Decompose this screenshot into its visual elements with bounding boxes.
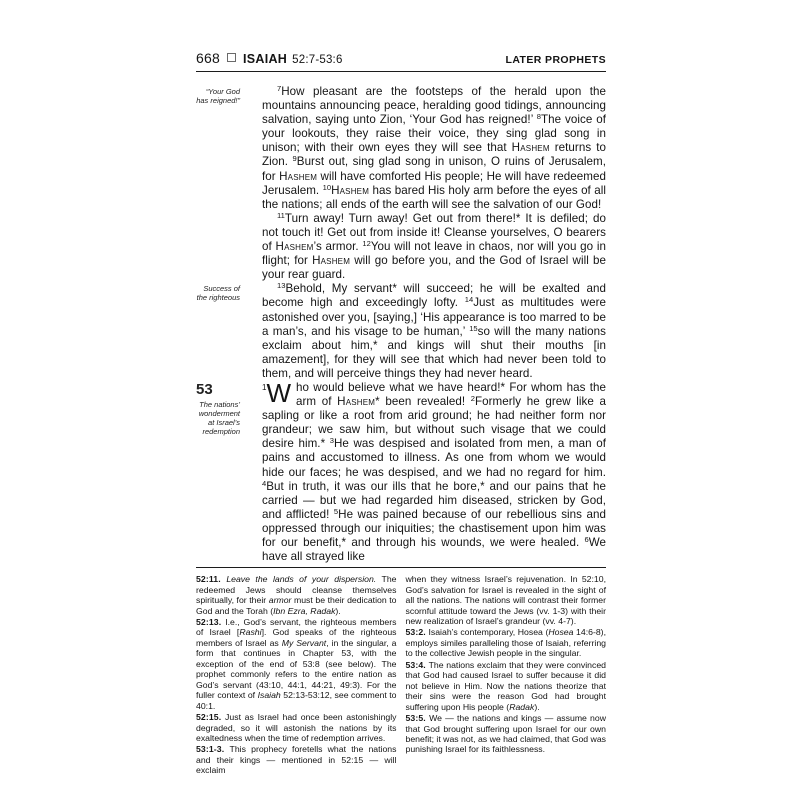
commentary-column-right [406,574,607,777]
commentary-entry [406,660,607,712]
verse-text-block [196,72,606,564]
commentary-text: Leave the lands of your dispersion. The redeemed Jews should cleanse themselves spiritually, for their armor must be their dedication to God and the Torah (Ibn Ezra, Radak). [196,574,397,616]
commentary-verse-ref: 53:4. [405,659,429,670]
margin-note-cell [196,282,240,302]
section-title: LATER PROPHETS [505,54,606,66]
chapter-number: 53 [196,380,213,398]
margin-note-cell [196,212,240,214]
verse-paragraph-group [196,212,606,282]
commentary-block [196,568,606,777]
margin-note-cell [196,381,240,436]
verse-paragraph-group [196,85,606,212]
commentary-entry [406,574,607,626]
commentary-entry [196,617,397,711]
header-left [196,50,343,66]
verse-paragraph: $^1$W ho would believe what we have heard!* For whom has the arm of Hashem* been revealed! $^2$Formerly he grew like a sapling or like a root from arid ground; he had neither form nor grandeur; we saw him, but without such visage that we could desire him.* $^3$He was despised and isolated from men, a man of pains and accustomed to illness. As one from whom we would hide our faces; he was despised, and we had no regard for him. $^4$But in truth, it was our ills that he bore,* and our pains that he carried — but we had regarded him diseased, stricken by God, and afflicted! $^5$He was pained because of our rebellious sins and oppressed through our iniquities; the chastisement upon him was for our benefit,* and through his wounds, we were healed. $^6$We have all strayed like [262,377,606,564]
commentary-text: The nations exclaim that they were convinced that God had caused Israel to suffer because it did not believe in Him. Now the nations theorize that their sins were the reason God had brought suffering upon His people (Radak). [405,659,606,712]
commentary-entry [196,744,397,775]
commentary-text: Just as Israel had once been astonishingly degraded, so it will astonish the nations by its exaltedness when the time of redemption arrives. [196,712,397,743]
commentary-text: This prophecy foretells what the nations and their kings — mentioned in 52:15 — will exclaim [196,744,397,776]
commentary-verse-ref: 53:5. [405,713,430,724]
commentary-verse-ref: 52:11. [196,574,227,585]
book-title: ISAIAH [242,52,288,66]
margin-note: Success of the righteous [196,284,240,303]
page-number: 668 [196,50,220,66]
margin-note: “Your God has reigned!” [196,87,240,105]
commentary-verse-ref: 52:15. [196,712,226,723]
commentary-entry [406,713,607,755]
commentary-text: when they witness Israel’s rejuvenation. In 52:10, God’s salvation for Israel is revealed in the sight of all the nations. The nations will contrast their former scornful attitude toward the Jews (vv. 1-3) with their new realization of Israel’s grandeur (vv. 4-7). [405,574,606,626]
drop-cap: $^1$W [262,377,291,408]
verse-range: 52:7-53:6 [292,54,343,66]
commentary-column-left [196,574,397,777]
open-square-icon [227,53,236,62]
page-content [196,50,606,777]
verse-paragraph-group [196,377,606,564]
commentary-verse-ref: 53:2. [405,627,429,638]
commentary-verse-ref: 53:1-3. [196,744,230,755]
page-header [196,50,606,71]
verse-paragraph-group [196,282,606,381]
commentary-entry [406,627,607,658]
verse-paragraph: $^{11}$Turn away! Turn away! Get out from there!* It is defiled; do not touch it! Get out from inside it! Cleanse yourselves, O bearers of Hashem’s armor. $^{12}$You will not leave in chaos, nor will you go in flight; for Hashem will go before you, and the God of Israel will be your rear guard. [262,210,606,282]
margin-note: The nations’ wonderment at Israel’s redemption [198,399,240,436]
commentary-text: We — the nations and kings — assume now that God brought suffering upon Israel for our own benefit; it was not, as we had claimed, that God was punishing Israel for its faithlessness. [405,713,606,755]
commentary-entry [196,712,397,743]
commentary-text: Isaiah’s contemporary, Hosea (Hosea 14:6-8), employs similes paralleling those of Isaiah, referring to the collective Jewish people in the singular. [405,627,606,659]
verse-paragraph: $^7$How pleasant are the footsteps of the herald upon the mountains announcing peace, heralding good tidings, announcing salvation, saying unto Zion, ‘Your God has reigned!’ $^8$The voice of your lookouts, they raise their voice, they sing glad song in unison; with their own eyes they will see that Hashem returns to Zion. $^9$Burst out, sing glad song in unison, O ruins of Jerusalem, for Hashem will have comforted His people; He will have redeemed Jerusalem. $^{10}$Hashem has bared His holy arm before the eyes of all the nations; all ends of the earth will see the salvation of our God! [262,84,607,211]
margin-note-cell [196,85,240,105]
commentary-verse-ref: 52:13. [196,617,226,627]
verse-paragraph: $^{13}$Behold, My servant* will succeed; he will be exalted and become high and exceedingly lofty. $^{14}$Just as multitudes were astonished over you, [saying,] ‘His appearance is too marred to be a man’s, and his visage to be human,’ $^{15}$so will the many nations exclaim about him,* and kings will shut their mouths [in amazement], for they will see that which had never been told to them, and will perceive things they had never heard. [262,281,607,380]
commentary-entry [196,574,397,616]
commentary-text: I.e., God’s servant, the righteous members of Israel [Rashi]. God speaks of the righteous members of Israel as My Servant, in the singular, a form that continues in Chapter 53, with the exception of the end of 53:8 (see below). The prophet commonly refers to the entire nation as God’s servant (43:10, 44:1, 44:21, 49:3). For the fuller context of Isaiah 52:13-53:12, see comment to 40:1. [196,617,397,711]
